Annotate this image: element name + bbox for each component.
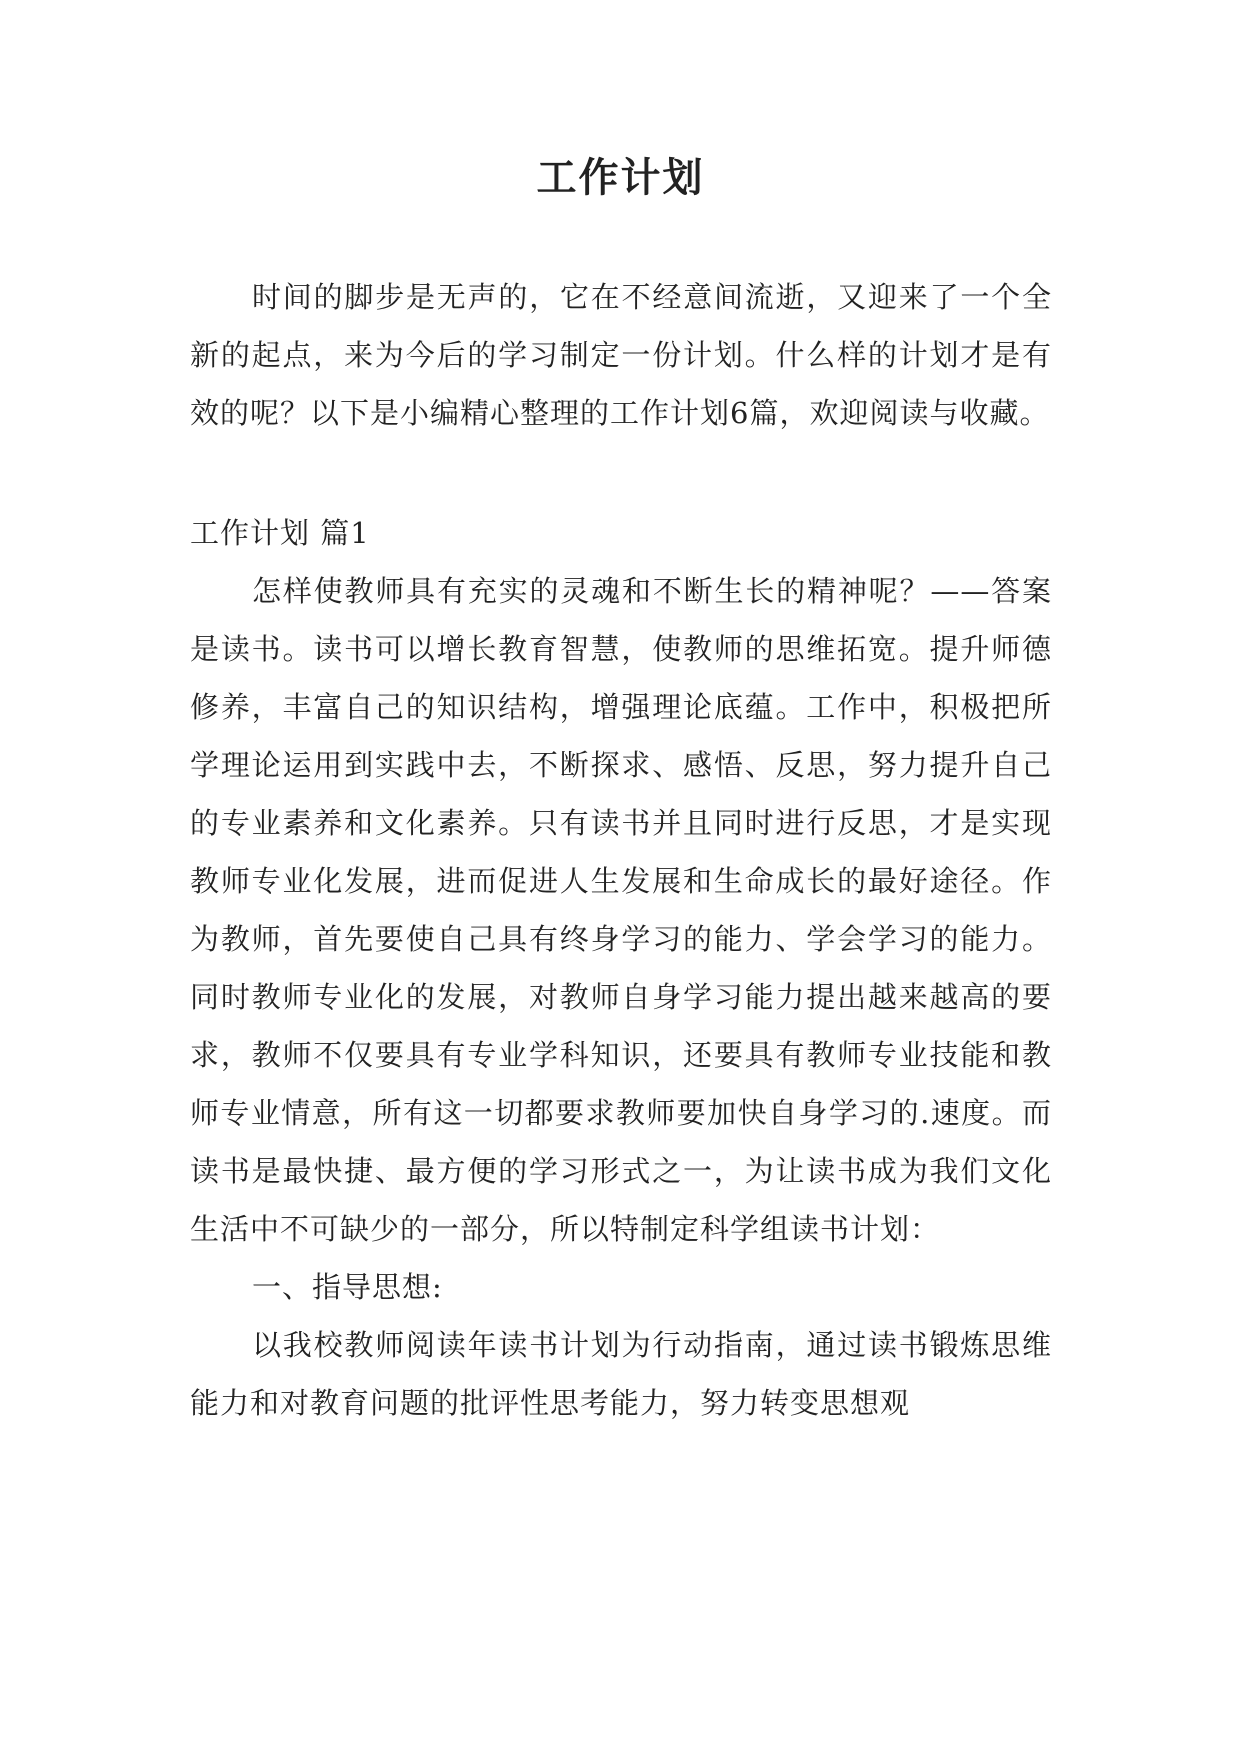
- paragraph-spacer: [190, 442, 1052, 498]
- body-paragraph-2: 一、指导思想:: [252, 1270, 443, 1304]
- intro-paragraph: 时间的脚步是无声的，它在不经意间流逝，又迎来了一个全新的起点，来为今后的学习制定一份计划。什么样的计划才是有效的呢？以下是小编精心整理的工作计划6篇，欢迎阅读与收藏。: [190, 280, 1052, 430]
- body-paragraph-1: 怎样使教师具有充实的灵魂和不断生长的精神呢？——答案是读书。读书可以增长教育智慧，使教师的思维拓宽。提升师德修养，丰富自己的知识结构，增强理论底蕴。工作中，积极把所学理论运用到实践中去，不断探求、感悟、反思，努力提升自己的专业素养和文化素养。只有读书并且同时进行反思，才是实现教师专业化发展，进而促进人生发展和生命成长的最好途径。作为教师，首先要使自己具有终身学习的能力、学会学习的能力。同时教师专业化的发展，对教师自身学习能力提出越来越高的要求，教师不仅要具有专业学科知识，还要具有教师专业技能和教师专业情意，所有这一切都要求教师要加快自身学习的.速度。而读书是最快捷、最方便的学习形式之一，为让读书成为我们文化生活中不可缺少的一部分，所以特制定科学组读书计划：: [190, 574, 1052, 1246]
- document-title: 工作计划: [536, 154, 705, 201]
- section-heading: 工作计划 篇1: [190, 516, 370, 550]
- body-paragraph-3: 以我校教师阅读年读书计划为行动指南，通过读书锻炼思维能力和对教育问题的批评性思考能力，努力转变思想观: [190, 1328, 1052, 1420]
- document-body: [190, 268, 1052, 1432]
